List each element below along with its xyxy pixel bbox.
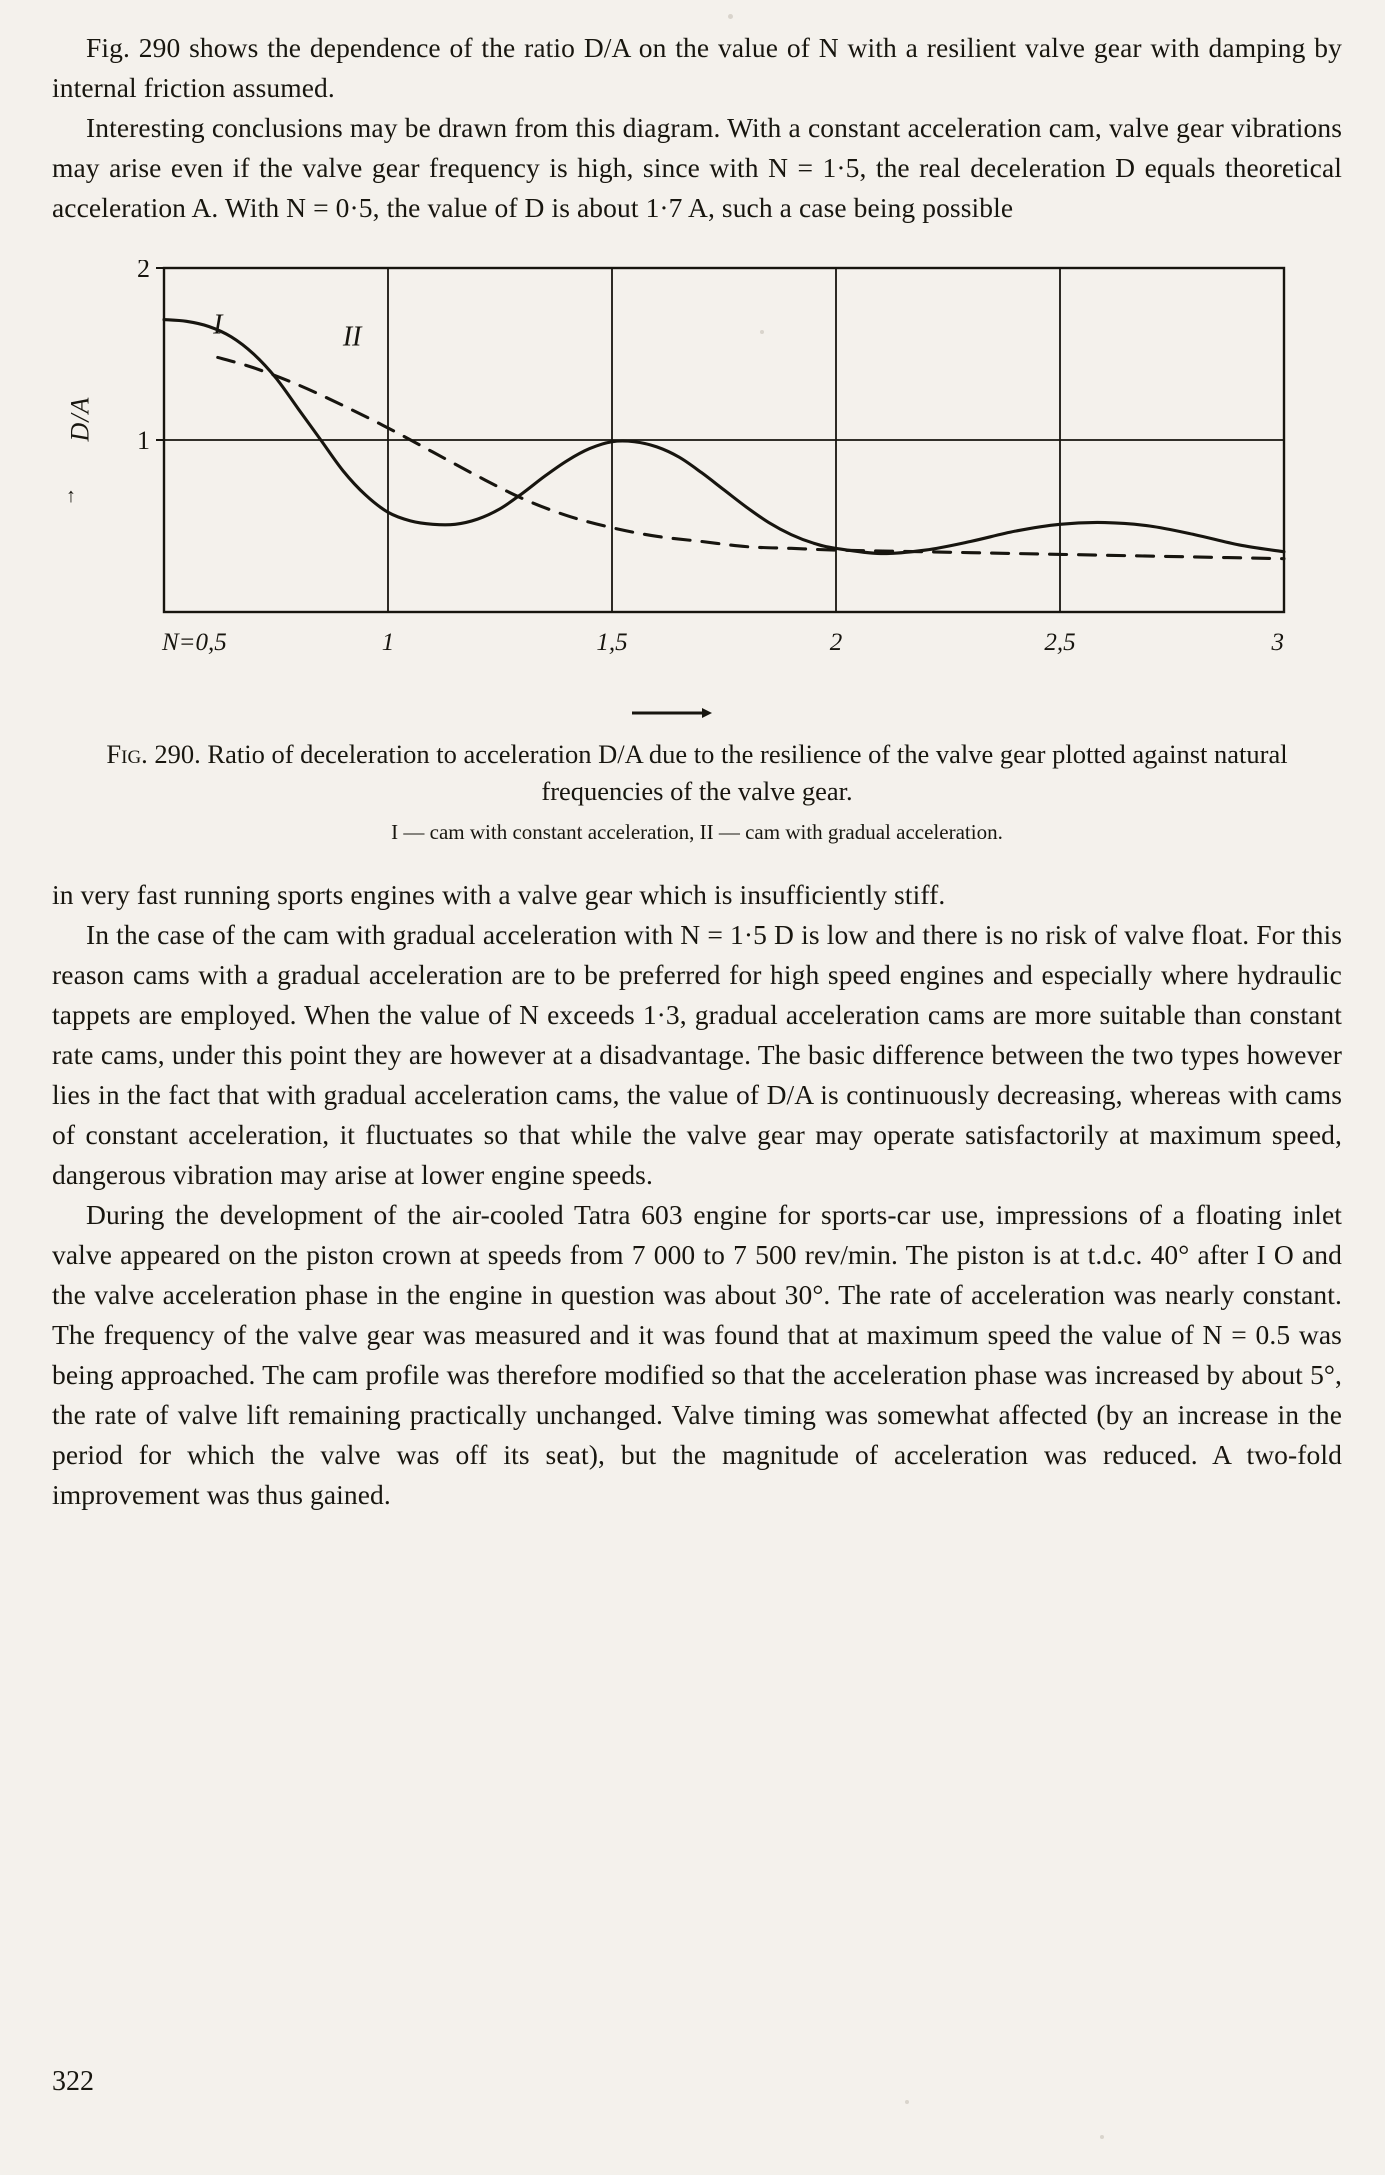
page-number: 322 (52, 2066, 94, 2097)
svg-text:2: 2 (137, 260, 150, 283)
figure-caption-legend: I — cam with constant acceleration, II — cam with gradual acceleration. (391, 820, 1003, 845)
svg-text:1: 1 (381, 629, 395, 656)
scan-speck (760, 330, 764, 334)
paragraph-1 (52, 28, 1342, 108)
chart-curve-I (164, 320, 1284, 554)
paragraph-5 (52, 1195, 1342, 1515)
paragraph-2 (52, 108, 1342, 228)
paragraph-4-text: In the case of the cam with gradual acceleration with N = 1·5 D is low and there is no risk of valve float. For this reason cams with a gradual acceleration are to be preferred for high speed engines and especially where hydraulic tappets are employed. When the value of N exceeds 1·3, gradual acceleration cams are more suitable than constant rate cams, under this point they are however at a disadvantage. The basic difference between the two types however lies in the fact that with gradual acceleration cams, the value of D/A is continuously decreasing, whereas with cams of constant acceleration, it fluctuates so that while the valve gear may operate satisfactorily at maximum speed, dangerous vibration may arise at lower engine speeds. (52, 918, 1342, 1190)
svg-text:3: 3 (1271, 629, 1284, 656)
scan-speck (1100, 2135, 1104, 2139)
figure-caption-label: Fig. 290. (106, 739, 201, 769)
svg-text:2,5: 2,5 (1044, 629, 1076, 656)
chart-svg (112, 260, 1292, 680)
chart-plot-area (112, 260, 1292, 680)
svg-text:N=0,5: N=0,5 (162, 629, 227, 656)
paragraph-4 (52, 915, 1342, 1195)
svg-text:1,5: 1,5 (596, 629, 628, 656)
x-axis-arrow-icon (632, 706, 712, 720)
figure-caption (52, 736, 1342, 847)
paragraph-5-text: During the development of the air-cooled Tatra 603 engine for sports-car use, impressions of a floating inlet valve appeared on the piston crown at speeds from 7 000 to 7 500 rev/min. The piston is at t.d.c. 40° after I O and the valve acceleration phase in the engine in question was about 30°. The rate of acceleration was nearly constant. The frequency of the valve gear was measured and it was found that at maximum speed the value of N = 0.5 was being approached. The cam profile was therefore modified so that the acceleration phase was increased by about 5°, the rate of valve lift remaining practically unchanged. Valve timing was somewhat affected (by an increase in the period for which the valve was off its seat), but the magnitude of acceleration was reduced. A two-fold improvement was thus gained. (52, 1198, 1342, 1510)
top-text-block (52, 28, 1342, 228)
paragraph-3 (52, 875, 1342, 915)
chart-annotation: I (213, 309, 223, 341)
scan-speck (728, 14, 733, 19)
svg-text:2: 2 (829, 629, 843, 656)
bottom-text-block (52, 875, 1342, 1515)
svg-text:1: 1 (137, 426, 150, 455)
chart-y-axis-label: D/A (65, 396, 95, 442)
figure-caption-main (52, 736, 1342, 810)
paragraph-1-text: Fig. 290 shows the dependence of the ratio D/A on the value of N with a resilient valve gear with damping by internal friction assumed. (52, 32, 1342, 103)
y-axis-arrow-icon: ↑ (66, 485, 76, 507)
paragraph-3-text: in very fast running sports engines with a valve gear which is insufficiently stiff. (52, 878, 946, 910)
paragraph-2-text: Interesting conclusions may be drawn from this diagram. With a constant acceleration cam, valve gear vibrations may arise even if the valve gear frequency is high, since with N = 1·5, the real deceleration D equals theoretical acceleration A. With N = 0·5, the value of D is about 1·7 A, such a case being possible (52, 112, 1342, 223)
chart-curve-II (218, 357, 1284, 558)
figure-290 (52, 254, 1342, 724)
chart-annotation: II (342, 321, 362, 353)
page-content (52, 28, 1342, 1515)
scan-speck (905, 2100, 909, 2104)
figure-caption-text: Ratio of deceleration to acceleration D/A due to the resilience of the valve gear plotted against natural frequencies of the valve gear. (207, 739, 1288, 807)
